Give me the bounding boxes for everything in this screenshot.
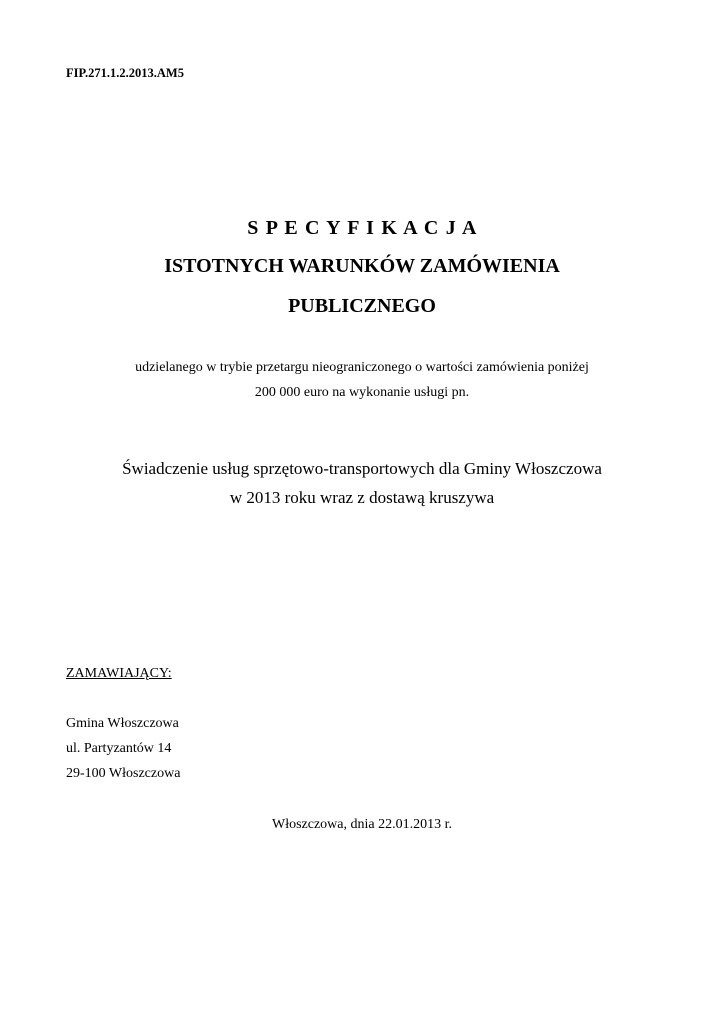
ordering-party-name: Gmina Włoszczowa: [66, 716, 179, 731]
reference-number: FIP.271.1.2.2013.AM5: [66, 66, 184, 80]
document-title-line-1: S P E C Y F I K A C J A: [247, 217, 477, 239]
ordering-party-heading: ZAMAWIAJĄCY:: [66, 666, 172, 681]
procedure-description-line-2: 200 000 euro na wykonanie usługi pn.: [254, 385, 470, 400]
document-title-line-2: ISTOTNYCH WARUNKÓW ZAMÓWIENIA: [164, 255, 560, 277]
contract-subject-line-2: w 2013 roku wraz z dostawą kruszywa: [229, 488, 495, 507]
document-title-line-3: PUBLICZNEGO: [288, 295, 436, 317]
procedure-description-line-1: udzielanego w trybie przetargu nieograniczonego o wartości zamówienia poniżej: [135, 360, 589, 375]
place-and-date: Włoszczowa, dnia 22.01.2013 r.: [271, 817, 452, 832]
ordering-party-city: 29-100 Włoszczowa: [66, 766, 181, 781]
contract-subject-line-1: Świadczenie usług sprzętowo-transportowych dla Gminy Włoszczowa: [122, 459, 602, 478]
ordering-party-street: ul. Partyzantów 14: [66, 741, 172, 756]
